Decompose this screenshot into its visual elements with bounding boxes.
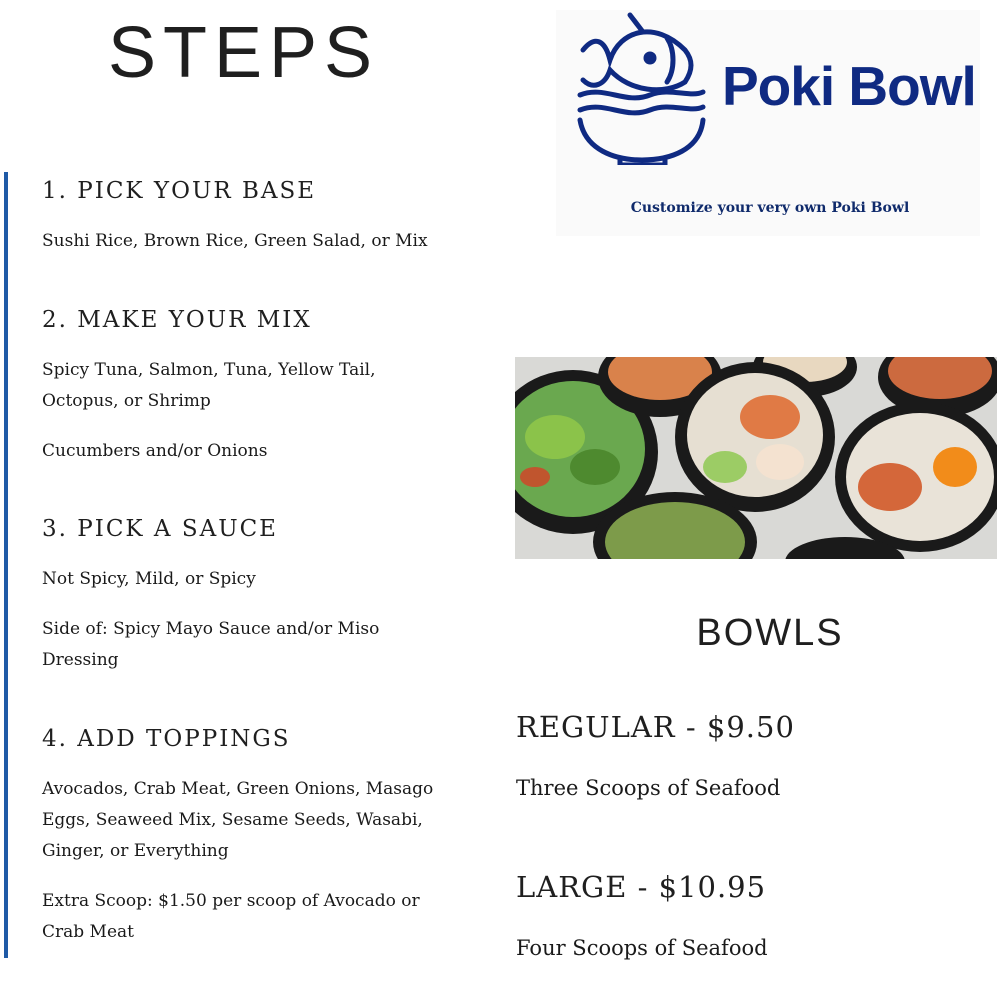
step-2-text-2: Cucumbers and/or Onions <box>42 441 268 461</box>
brand-tagline: Customize your very own Poki Bowl <box>630 200 910 216</box>
left-accent-rule <box>4 172 8 958</box>
brand-name: Poki Bowl <box>722 55 976 117</box>
step-4-title: 4. ADD TOPPINGS <box>42 726 291 752</box>
step-4-text-2: Extra Scoop: $1.50 per scoop of Avocado or Crab Meat <box>42 891 420 942</box>
step-3-text-2: Side of: Spicy Mayo Sauce and/or Miso Dressing <box>42 619 380 670</box>
fish-bowl-icon <box>575 10 710 165</box>
regular-size-title: REGULAR - $9.50 <box>516 710 795 744</box>
large-size-title: LARGE - $10.95 <box>516 870 767 904</box>
step-4-text: Avocados, Crab Meat, Green Onions, Masago Eggs, Seaweed Mix, Sesame Seeds, Wasabi, Ginger, or Everything <box>42 779 434 861</box>
regular-size-desc: Three Scoops of Seafood <box>516 776 781 800</box>
step-1-text: Sushi Rice, Brown Rice, Green Salad, or Mix <box>42 231 428 251</box>
step-3-title: 3. PICK A SAUCE <box>42 516 278 542</box>
step-3-text: Not Spicy, Mild, or Spicy <box>42 569 256 589</box>
steps-heading: STEPS <box>108 13 380 93</box>
large-size-desc: Four Scoops of Seafood <box>516 936 768 960</box>
bowls-heading: BOWLS <box>696 612 844 654</box>
step-1-title: 1. PICK YOUR BASE <box>42 178 317 204</box>
poke-bowls-photo <box>515 357 997 559</box>
step-2-text: Spicy Tuna, Salmon, Tuna, Yellow Tail, Octopus, or Shrimp <box>42 360 376 411</box>
step-2-title: 2. MAKE YOUR MIX <box>42 307 312 333</box>
